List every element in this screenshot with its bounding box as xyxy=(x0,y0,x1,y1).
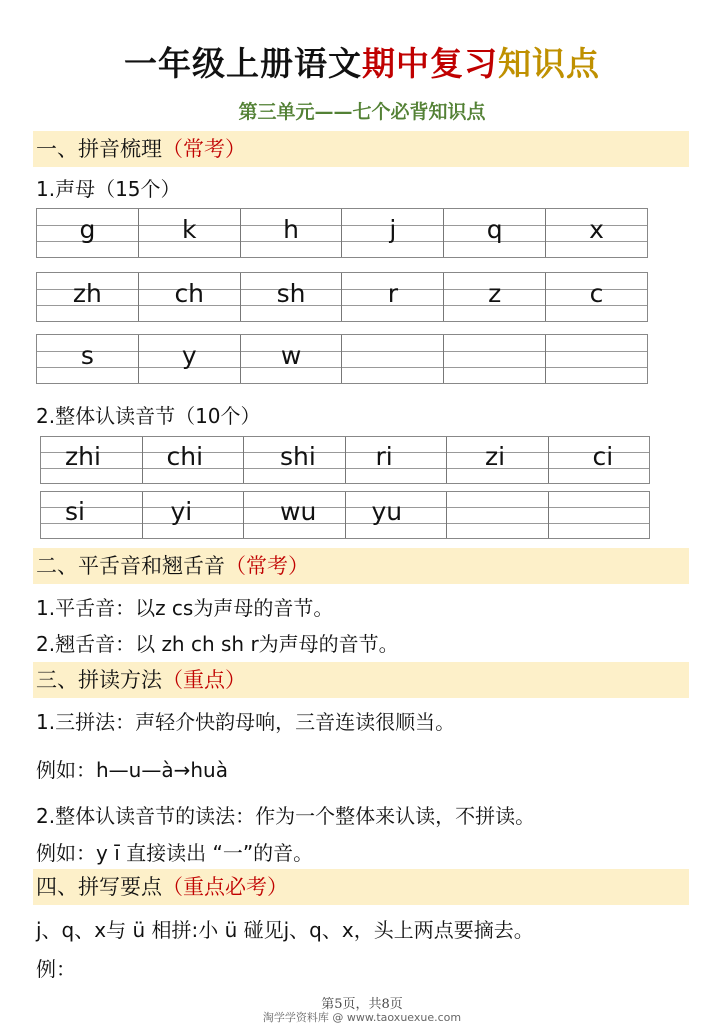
initials-label: 1.声母（15个） xyxy=(36,177,181,201)
pinyin-cell: yi xyxy=(143,492,245,538)
section-tag: （重点） xyxy=(162,668,246,692)
pinyin-cell: h xyxy=(241,209,343,257)
section-tag: （常考） xyxy=(225,554,309,578)
jqx-rule-line: j、q、x与 ü 相拼:小 ü 碰见j、q、x，头上两点要摘去。 xyxy=(36,918,534,942)
section-2-heading xyxy=(36,548,309,584)
pinyin-cell: ri xyxy=(346,437,448,483)
pinyin-cell: shi xyxy=(244,437,346,483)
section-heading-text: 三、拼读方法 xyxy=(36,668,162,692)
whole-reading-line: 2.整体认读音节的读法：作为一个整体来认读，不拼读。 xyxy=(36,804,536,828)
retroflex-line: 2.翘舌音：以 zh ch sh r为声母的音节。 xyxy=(36,632,399,656)
pinyin-cell: wu xyxy=(244,492,346,538)
pinyin-cell: z xyxy=(444,273,546,321)
example-line-2: 例如：y ī 直接读出 “一”的音。 xyxy=(36,841,314,865)
pinyin-cell: zi xyxy=(447,437,549,483)
pinyin-cell: k xyxy=(139,209,241,257)
initials-row-3 xyxy=(36,334,648,384)
pinyin-cell: j xyxy=(342,209,444,257)
page-number: 第5页，共8页 xyxy=(321,997,403,1012)
section-4-heading xyxy=(36,869,288,905)
title-part-3: 知识点 xyxy=(498,44,600,83)
pinyin-cell: ch xyxy=(139,273,241,321)
pinyin-cell: chi xyxy=(143,437,245,483)
page-title xyxy=(0,38,724,85)
pinyin-cell: y xyxy=(139,335,241,383)
pinyin-cell: x xyxy=(546,209,647,257)
example-line-3: 例： xyxy=(36,957,76,981)
three-spell-line: 1.三拼法：声轻介快韵母响，三音连读很顺当。 xyxy=(36,710,456,734)
example-line-1: 例如：h—u—à→huà xyxy=(36,758,228,782)
section-tag: （重点必考） xyxy=(162,875,288,899)
pinyin-cell xyxy=(444,335,546,383)
initials-row-2 xyxy=(36,272,648,322)
title-part-1: 一年级上册语文 xyxy=(124,44,362,83)
pinyin-cell: q xyxy=(444,209,546,257)
pinyin-cell: si xyxy=(41,492,143,538)
pinyin-cell: sh xyxy=(241,273,343,321)
pinyin-cell: yu xyxy=(346,492,448,538)
pinyin-cell: zh xyxy=(37,273,139,321)
section-tag: （常考） xyxy=(162,137,246,161)
section-3-heading xyxy=(36,662,246,698)
whole-syllables-row-2 xyxy=(40,491,650,539)
source-watermark: 淘学学资料库 @ www.taoxuexue.com xyxy=(262,1011,462,1024)
pinyin-cell: r xyxy=(342,273,444,321)
pinyin-cell xyxy=(546,335,647,383)
title-part-2: 期中复习 xyxy=(362,44,498,83)
pinyin-cell: zhi xyxy=(41,437,143,483)
pinyin-cell: w xyxy=(241,335,343,383)
section-heading-text: 四、拼写要点 xyxy=(36,875,162,899)
flat-tongue-line: 1.平舌音：以z cs为声母的音节。 xyxy=(36,596,334,620)
pinyin-cell: s xyxy=(37,335,139,383)
pinyin-cell xyxy=(342,335,444,383)
pinyin-cell xyxy=(549,492,650,538)
initials-row-1 xyxy=(36,208,648,258)
page-subtitle: 第三单元——七个必背知识点 xyxy=(238,101,486,123)
whole-syllables-row-1 xyxy=(40,436,650,484)
section-1-heading xyxy=(36,131,246,167)
pinyin-cell: c xyxy=(546,273,647,321)
pinyin-cell: ci xyxy=(549,437,650,483)
whole-syllables-label: 2.整体认读音节（10个） xyxy=(36,404,261,428)
pinyin-cell xyxy=(447,492,549,538)
pinyin-cell: g xyxy=(37,209,139,257)
section-heading-text: 二、平舌音和翘舌音 xyxy=(36,554,225,578)
section-heading-text: 一、拼音梳理 xyxy=(36,137,162,161)
